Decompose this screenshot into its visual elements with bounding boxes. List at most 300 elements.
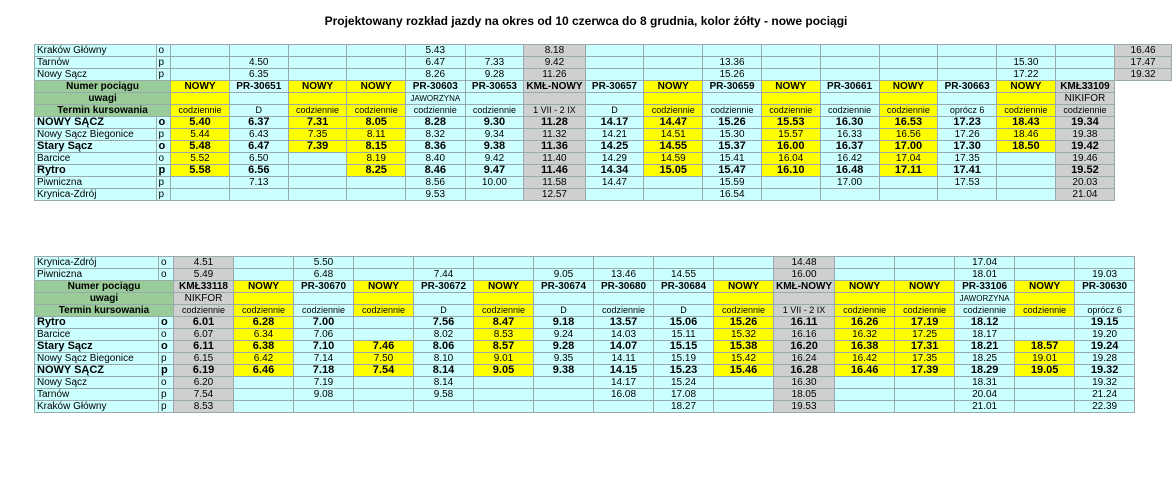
time-cell	[879, 69, 938, 81]
time-cell: codziennie	[406, 105, 465, 117]
time-cell: 15.38	[714, 341, 774, 353]
time-cell: 8.56	[406, 177, 465, 189]
time-cell: oprócz 6	[1075, 305, 1135, 317]
time-cell	[714, 293, 774, 305]
time-cell	[703, 45, 762, 57]
time-cell: 16.00	[761, 141, 820, 153]
time-cell	[835, 377, 895, 389]
time-cell	[354, 329, 414, 341]
time-cell: 9.47	[465, 165, 524, 177]
time-cell: 18.50	[997, 141, 1056, 153]
station-row	[35, 69, 1172, 81]
time-cell: codziennie	[288, 105, 347, 117]
time-cell	[1055, 57, 1114, 69]
time-cell: codziennie	[879, 105, 938, 117]
arrival-departure-flag: o	[159, 317, 174, 329]
time-cell: codziennie	[703, 105, 762, 117]
time-cell: 8.46	[406, 165, 465, 177]
time-cell	[644, 45, 703, 57]
time-cell: 18.43	[997, 117, 1056, 129]
time-cell: 14.11	[594, 353, 654, 365]
time-cell	[465, 93, 524, 105]
time-cell	[879, 189, 938, 201]
time-cell	[654, 257, 714, 269]
time-cell: 8.14	[414, 365, 474, 377]
time-cell: 15.26	[703, 117, 762, 129]
time-cell: 16.20	[774, 341, 835, 353]
time-cell: 8.36	[406, 141, 465, 153]
station-row	[35, 141, 1172, 153]
time-cell	[1015, 377, 1075, 389]
time-cell: JAWORZYNA	[955, 293, 1015, 305]
time-cell: 10.00	[465, 177, 524, 189]
time-cell: 21.24	[1075, 389, 1135, 401]
time-cell	[288, 165, 347, 177]
time-cell: 14.17	[594, 377, 654, 389]
time-cell: D	[534, 305, 594, 317]
time-cell: 15.30	[703, 129, 762, 141]
time-cell	[288, 153, 347, 165]
time-cell	[594, 401, 654, 413]
time-cell: 6.19	[174, 365, 234, 377]
time-cell	[354, 293, 414, 305]
station-name: NOWY SĄCZ	[35, 117, 157, 129]
time-cell	[879, 177, 938, 189]
time-cell	[585, 69, 644, 81]
time-cell: 6.48	[294, 269, 354, 281]
time-cell: 15.53	[761, 117, 820, 129]
time-cell: PR-30680	[594, 281, 654, 293]
time-cell: 15.26	[703, 69, 762, 81]
time-cell: 6.07	[174, 329, 234, 341]
row-label: uwagi	[35, 293, 174, 305]
station-row	[35, 57, 1172, 69]
time-cell: 15.47	[703, 165, 762, 177]
arrival-departure-flag: o	[156, 141, 171, 153]
time-cell: 19.46	[1055, 153, 1114, 165]
time-cell	[288, 57, 347, 69]
time-cell: 16.42	[835, 353, 895, 365]
time-cell: PR-30661	[820, 81, 879, 93]
time-cell: NOWY	[171, 81, 230, 93]
time-cell: 16.28	[774, 365, 835, 377]
time-cell	[820, 69, 879, 81]
time-cell: 16.38	[835, 341, 895, 353]
time-cell: 17.31	[895, 341, 955, 353]
time-cell	[1055, 45, 1114, 57]
arrival-departure-flag: o	[156, 153, 171, 165]
time-cell: 19.20	[1075, 329, 1135, 341]
time-cell	[1075, 257, 1135, 269]
time-cell	[761, 57, 820, 69]
time-cell: NOWY	[474, 281, 534, 293]
arrival-departure-flag: p	[156, 129, 171, 141]
arrival-departure-flag: p	[159, 353, 174, 365]
time-cell	[347, 69, 406, 81]
time-cell	[879, 93, 938, 105]
time-cell: 1 VII - 2 IX	[774, 305, 835, 317]
time-cell: 16.46	[835, 365, 895, 377]
time-cell: 14.17	[585, 117, 644, 129]
time-cell: 9.35	[534, 353, 594, 365]
time-cell: codziennie	[644, 105, 703, 117]
time-cell: 8.11	[347, 129, 406, 141]
time-cell: 18.12	[955, 317, 1015, 329]
time-cell: 4.50	[229, 57, 288, 69]
time-cell: D	[414, 305, 474, 317]
time-cell: PR-30684	[654, 281, 714, 293]
station-name: Nowy Sącz	[35, 69, 157, 81]
time-cell	[654, 293, 714, 305]
time-cell: 15.32	[714, 329, 774, 341]
time-cell	[820, 45, 879, 57]
time-cell: 7.46	[354, 341, 414, 353]
time-cell: 7.10	[294, 341, 354, 353]
time-cell: 8.02	[414, 329, 474, 341]
time-cell: 17.11	[879, 165, 938, 177]
time-cell: 5.44	[171, 129, 230, 141]
time-cell: 15.06	[654, 317, 714, 329]
time-cell: 8.53	[474, 329, 534, 341]
time-cell: 7.35	[288, 129, 347, 141]
station-row	[35, 153, 1172, 165]
time-cell	[585, 45, 644, 57]
arrival-departure-flag: p	[156, 57, 171, 69]
station-name: Kraków Główny	[35, 401, 159, 413]
time-cell: NOWY	[997, 81, 1056, 93]
time-cell: 19.24	[1075, 341, 1135, 353]
header-row	[35, 305, 1135, 317]
arrival-departure-flag: p	[156, 189, 171, 201]
time-cell: 8.10	[414, 353, 474, 365]
time-cell: 18.17	[955, 329, 1015, 341]
time-cell: 9.05	[474, 365, 534, 377]
header-row	[35, 281, 1135, 293]
station-name: Tarnów	[35, 57, 157, 69]
time-cell: 9.38	[534, 365, 594, 377]
time-cell: 7.33	[465, 57, 524, 69]
time-cell: 8.57	[474, 341, 534, 353]
time-cell: 17.25	[895, 329, 955, 341]
time-cell: 14.34	[585, 165, 644, 177]
time-cell: 6.42	[234, 353, 294, 365]
time-cell: 15.30	[997, 57, 1056, 69]
row-label: Numer pociągu	[35, 281, 174, 293]
time-cell: PR-30670	[294, 281, 354, 293]
station-name: NOWY SĄCZ	[35, 365, 159, 377]
time-cell	[171, 45, 230, 57]
time-cell: 18.29	[955, 365, 1015, 377]
time-cell: 19.32	[1115, 69, 1172, 81]
arrival-departure-flag: p	[159, 389, 174, 401]
time-cell	[895, 293, 955, 305]
time-cell: 15.23	[654, 365, 714, 377]
time-cell: codziennie	[354, 305, 414, 317]
time-cell: 6.47	[406, 57, 465, 69]
time-cell: NIKFOR	[174, 293, 234, 305]
time-cell: 5.50	[294, 257, 354, 269]
station-row	[35, 317, 1135, 329]
time-cell: 14.29	[585, 153, 644, 165]
time-cell: 16.11	[774, 317, 835, 329]
time-cell: 5.58	[171, 165, 230, 177]
time-cell: NOWY	[835, 281, 895, 293]
time-cell	[229, 93, 288, 105]
time-cell: 16.53	[879, 117, 938, 129]
time-cell: 14.51	[644, 129, 703, 141]
time-cell	[414, 401, 474, 413]
row-label: Numer pociągu	[35, 81, 171, 93]
time-cell: 5.43	[406, 45, 465, 57]
time-cell	[354, 257, 414, 269]
time-cell: 7.13	[229, 177, 288, 189]
time-cell: 11.28	[524, 117, 585, 129]
station-name: Krynica-Zdrój	[35, 257, 159, 269]
time-cell	[644, 177, 703, 189]
time-cell	[938, 57, 997, 69]
time-cell: D	[585, 105, 644, 117]
station-row	[35, 389, 1135, 401]
station-row	[35, 257, 1135, 269]
time-cell: 19.34	[1055, 117, 1114, 129]
time-cell: NOWY	[761, 81, 820, 93]
time-cell	[585, 57, 644, 69]
arrival-departure-flag: p	[156, 177, 171, 189]
time-cell	[1015, 329, 1075, 341]
time-cell: codziennie	[761, 105, 820, 117]
time-cell	[234, 389, 294, 401]
time-cell: 15.11	[654, 329, 714, 341]
time-cell	[835, 269, 895, 281]
time-cell: 19.15	[1075, 317, 1135, 329]
time-cell: codziennie	[997, 105, 1056, 117]
time-cell	[354, 389, 414, 401]
time-cell: 8.28	[406, 117, 465, 129]
time-cell: 7.54	[354, 365, 414, 377]
time-cell	[997, 153, 1056, 165]
time-cell	[354, 401, 414, 413]
arrival-departure-flag: p	[156, 165, 171, 177]
time-cell: 14.03	[594, 329, 654, 341]
time-cell: 16.32	[835, 329, 895, 341]
timetable-northbound	[34, 256, 1135, 413]
timetable-southbound	[34, 44, 1172, 201]
time-cell: NOWY	[714, 281, 774, 293]
time-cell	[714, 401, 774, 413]
time-cell: 7.44	[414, 269, 474, 281]
station-name: Stary Sącz	[35, 341, 159, 353]
time-cell: PR-30653	[465, 81, 524, 93]
station-name: Tarnów	[35, 389, 159, 401]
station-row	[35, 177, 1172, 189]
station-name: Rytro	[35, 165, 157, 177]
time-cell: codziennie	[1055, 105, 1114, 117]
time-cell	[761, 69, 820, 81]
time-cell: 21.01	[955, 401, 1015, 413]
time-cell: 12.57	[524, 189, 585, 201]
time-cell: 19.38	[1055, 129, 1114, 141]
time-cell	[761, 189, 820, 201]
time-cell: 17.19	[895, 317, 955, 329]
arrival-departure-flag: o	[159, 257, 174, 269]
time-cell: 16.37	[820, 141, 879, 153]
time-cell: 11.46	[524, 165, 585, 177]
time-cell: 9.38	[465, 141, 524, 153]
time-cell	[820, 93, 879, 105]
time-cell	[879, 57, 938, 69]
time-cell	[997, 45, 1056, 57]
time-cell	[997, 165, 1056, 177]
time-cell	[997, 177, 1056, 189]
time-cell: 8.19	[347, 153, 406, 165]
time-cell: 7.39	[288, 141, 347, 153]
station-name: Krynica-Zdrój	[35, 189, 157, 201]
time-cell: 16.24	[774, 353, 835, 365]
time-cell: 13.46	[594, 269, 654, 281]
time-cell: 8.32	[406, 129, 465, 141]
time-cell	[1015, 317, 1075, 329]
time-cell	[347, 93, 406, 105]
time-cell: 16.04	[761, 153, 820, 165]
station-name: Kraków Główny	[35, 45, 157, 57]
time-cell: 9.30	[465, 117, 524, 129]
time-cell: 7.06	[294, 329, 354, 341]
time-cell: 7.50	[354, 353, 414, 365]
row-label: uwagi	[35, 93, 171, 105]
time-cell: 16.16	[774, 329, 835, 341]
time-cell: 21.04	[1055, 189, 1114, 201]
time-cell	[474, 257, 534, 269]
station-name: Rytro	[35, 317, 159, 329]
time-cell: 15.59	[703, 177, 762, 189]
row-label: Termin kursowania	[35, 105, 171, 117]
time-cell: 11.32	[524, 129, 585, 141]
time-cell	[171, 69, 230, 81]
time-cell: 19.03	[1075, 269, 1135, 281]
time-cell: PR-30674	[534, 281, 594, 293]
time-cell: 6.56	[229, 165, 288, 177]
time-cell	[761, 177, 820, 189]
time-cell: 17.39	[895, 365, 955, 377]
time-cell	[534, 293, 594, 305]
time-cell: PR-30672	[414, 281, 474, 293]
time-cell: 13.36	[703, 57, 762, 69]
time-cell: 9.34	[465, 129, 524, 141]
time-cell: 14.25	[585, 141, 644, 153]
time-cell: NOWY	[354, 281, 414, 293]
station-name: Barcice	[35, 153, 157, 165]
time-cell	[234, 257, 294, 269]
header-row	[35, 293, 1135, 305]
time-cell	[938, 93, 997, 105]
arrival-departure-flag: o	[159, 377, 174, 389]
time-cell: PR-30603	[406, 81, 465, 93]
time-cell: 7.00	[294, 317, 354, 329]
time-cell: 20.04	[955, 389, 1015, 401]
time-cell	[895, 377, 955, 389]
time-cell: 15.41	[703, 153, 762, 165]
time-cell: 6.28	[234, 317, 294, 329]
time-cell: 8.06	[414, 341, 474, 353]
time-cell	[703, 93, 762, 105]
time-cell	[879, 45, 938, 57]
time-cell: 15.57	[761, 129, 820, 141]
time-cell	[835, 401, 895, 413]
time-cell	[474, 269, 534, 281]
time-cell	[714, 389, 774, 401]
time-cell: 16.33	[820, 129, 879, 141]
time-cell	[347, 45, 406, 57]
station-row	[35, 45, 1172, 57]
station-name: Stary Sącz	[35, 141, 157, 153]
time-cell	[414, 257, 474, 269]
time-cell: codziennie	[594, 305, 654, 317]
time-cell	[895, 401, 955, 413]
time-cell: 18.57	[1015, 341, 1075, 353]
time-cell	[354, 317, 414, 329]
time-cell: 15.46	[714, 365, 774, 377]
time-cell: codziennie	[955, 305, 1015, 317]
time-cell: 17.22	[997, 69, 1056, 81]
time-cell	[594, 293, 654, 305]
time-cell: codziennie	[174, 305, 234, 317]
station-row	[35, 269, 1135, 281]
time-cell: 18.05	[774, 389, 835, 401]
time-cell: 9.42	[524, 57, 585, 69]
time-cell: 16.30	[820, 117, 879, 129]
time-cell: 7.54	[174, 389, 234, 401]
time-cell: 9.05	[534, 269, 594, 281]
time-cell: 18.01	[955, 269, 1015, 281]
time-cell: 16.56	[879, 129, 938, 141]
time-cell: 5.52	[171, 153, 230, 165]
time-cell: 16.42	[820, 153, 879, 165]
time-cell: 8.18	[524, 45, 585, 57]
station-row	[35, 365, 1135, 377]
time-cell	[171, 189, 230, 201]
time-cell: 8.15	[347, 141, 406, 153]
station-row	[35, 341, 1135, 353]
time-cell: NOWY	[895, 281, 955, 293]
time-cell: 22.39	[1075, 401, 1135, 413]
time-cell	[474, 377, 534, 389]
time-cell: 6.11	[174, 341, 234, 353]
time-cell: 8.53	[174, 401, 234, 413]
time-cell	[585, 189, 644, 201]
time-cell: codziennie	[347, 105, 406, 117]
time-cell: NOWY	[879, 81, 938, 93]
time-cell	[288, 189, 347, 201]
time-cell: 14.55	[644, 141, 703, 153]
time-cell: 14.55	[654, 269, 714, 281]
time-cell	[474, 389, 534, 401]
time-cell: 15.37	[703, 141, 762, 153]
time-cell: 19.32	[1075, 365, 1135, 377]
time-cell: 11.36	[524, 141, 585, 153]
time-cell: D	[229, 105, 288, 117]
time-cell	[761, 45, 820, 57]
time-cell	[288, 93, 347, 105]
time-cell: 6.20	[174, 377, 234, 389]
time-cell	[474, 401, 534, 413]
time-cell: 9.53	[406, 189, 465, 201]
time-cell	[835, 389, 895, 401]
time-cell: PR-30651	[229, 81, 288, 93]
arrival-departure-flag: o	[156, 45, 171, 57]
time-cell: PR-30663	[938, 81, 997, 93]
time-cell	[234, 293, 294, 305]
time-cell: 7.14	[294, 353, 354, 365]
